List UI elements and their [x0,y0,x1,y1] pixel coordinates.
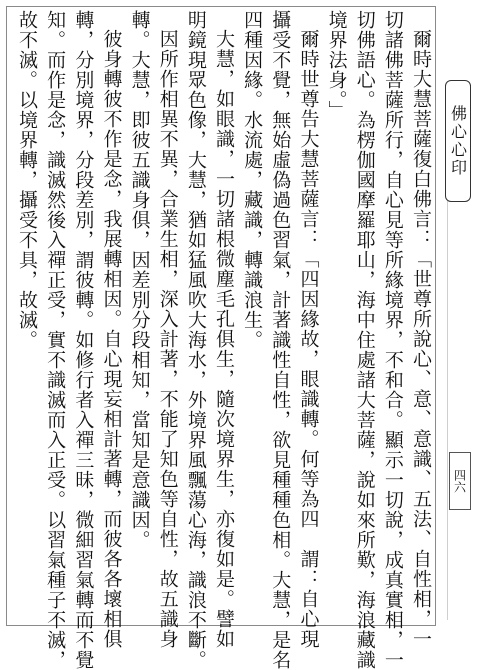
text-column: 境界法身。」 [325,10,348,121]
text-column: 大慧，如眼識，一切諸根微塵毛孔俱生，隨次境界生，亦復如是。譬如 [213,29,236,649]
text-column: 因所作相異不異，合業生相，深入計著，不能了知色等自性，故五識身 [156,29,179,649]
text-column: 故不滅。以境界轉，攝受不具，故滅。 [16,10,39,350]
text-column: 四種因緣。水流處，藏識，轉識浪生。 [241,10,264,350]
text-column: 爾時世尊告大慧菩薩言：「四因緣故，眼識轉。何等為四 謂：自心現 [297,29,320,649]
text-column: 切諸佛菩薩所行，自心見等所緣境界，不和合。顯示一切說，成真實相，一 [381,10,404,670]
text-column: 切佛語心。為楞伽國摩羅耶山，海中住處諸大菩薩，說如來所歎，海浪藏識 [353,10,376,670]
page-number-box [449,452,471,510]
page-number: 四六 [452,469,467,493]
margin-rule [447,200,448,620]
text-column: 轉，分別境界，分段差別，謂彼轉。如修行者入禪三昧，微細習氣轉而不覺 [72,10,95,670]
text-column: 爾時大慧菩薩復白佛言：「世尊所說心、意、意識、五法、自性相，一 [410,29,432,649]
section-title-tab [445,80,471,202]
text-column: 彼身轉彼不作是念，我展轉相因。自心現妄相計著轉，而彼各各壞相俱 [100,29,123,649]
text-column: 攝受不覺，無始虛偽過色習氣，計著識性自性，欲見種種色相。大慧，是名 [269,10,292,670]
text-column: 明鏡現眾色像，大慧，猶如猛風吹大海水，外境界風飄蕩心海，識浪不斷。 [184,10,207,670]
section-title: 佛心心印 [448,105,468,177]
text-column: 知。而作是念，識滅然後入禪正受，實不識滅而入正受。以習氣種子不滅， [44,10,67,670]
text-column: 轉。大慧，即彼五識身俱，因差別分段相知，當知是意識因。 [128,10,151,550]
vertical-text-block [14,10,434,670]
